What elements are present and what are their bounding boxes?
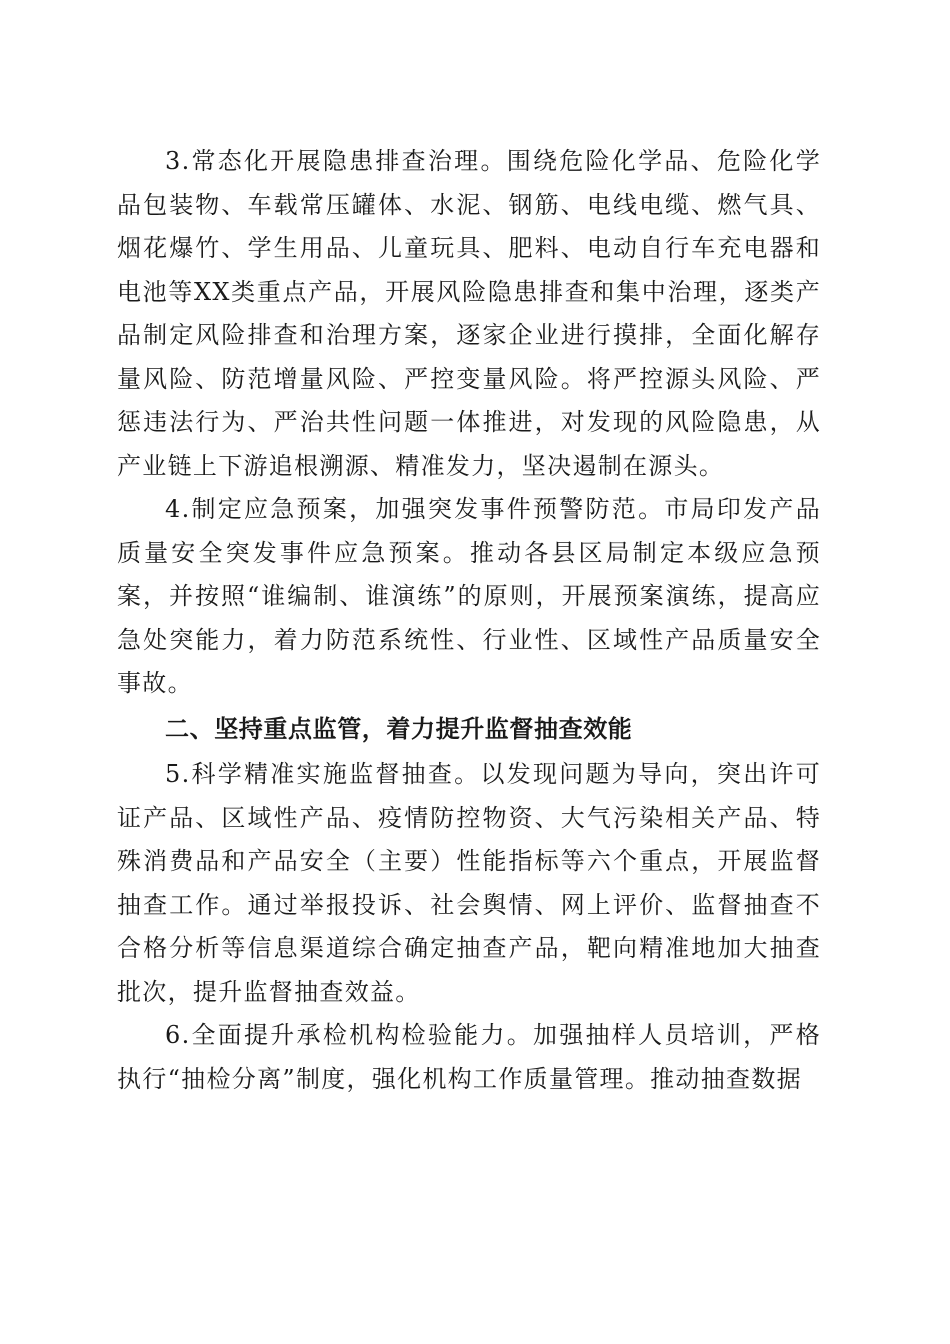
- document-body: [117, 140, 821, 1101]
- paragraph-item-3: 3.常态化开展隐患排查治理。围绕危险化学品、危险化学品包装物、车载常压罐体、水泥、钢筋、电线电缆、燃气具、烟花爆竹、学生用品、儿童玩具、肥料、电动自行车充电器和电池等XX类重点产品，开展风险隐患排查和集中治理，逐类产品制定风险排查和治理方案，逐家企业进行摸排，全面化解存量风险、防范增量风险、严控变量风险。将严控源头风险、严惩违法行为、严治共性问题一体推进，对发现的风险隐患，从产业链上下游追根溯源、精准发力，坚决遏制在源头。: [117, 147, 821, 480]
- paragraph-item-4: 4.制定应急预案，加强突发事件预警防范。市局印发产品质量安全突发事件应急预案。推动各县区局制定本级应急预案，并按照“谁编制、谁演练”的原则，开展预案演练，提高应急处突能力，着力防范系统性、行业性、区域性产品质量安全事故。: [117, 495, 821, 697]
- paragraph-item-5: 5.科学精准实施监督抽查。以发现问题为导向，突出许可证产品、区域性产品、疫情防控物资、大气污染相关产品、特殊消费品和产品安全（主要）性能指标等六个重点，开展监督抽查工作。通过举报投诉、社会舆情、网上评价、监督抽查不合格分析等信息渠道综合确定抽查产品，靶向精准地加大抽查批次，提升监督抽查效益。: [117, 760, 821, 1006]
- paragraph-item-6: 6.全面提升承检机构检验能力。加强抽样人员培训，严格执行“抽检分离”制度，强化机构工作质量管理。推动抽查数据: [117, 1021, 821, 1093]
- section-heading-2: 二、坚持重点监管，着力提升监督抽查效能: [165, 714, 633, 743]
